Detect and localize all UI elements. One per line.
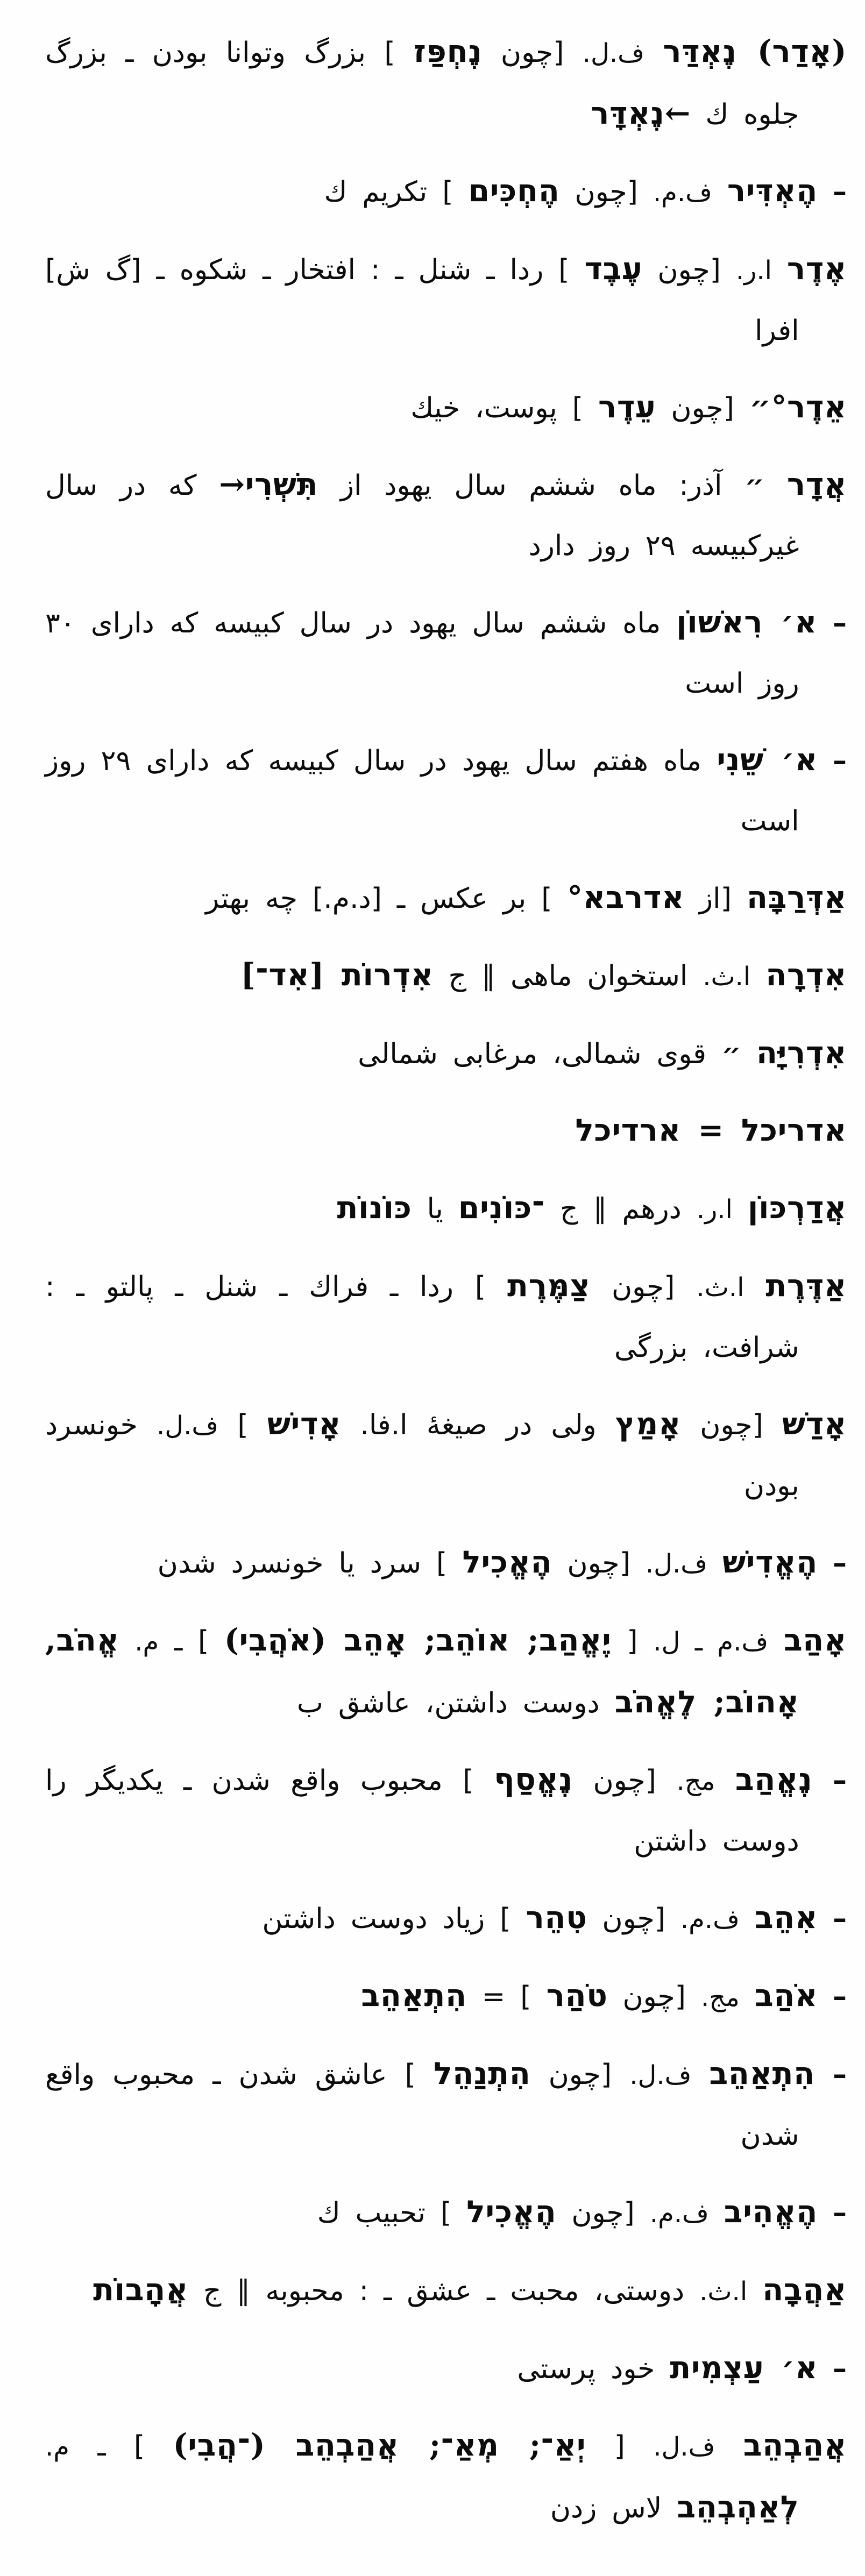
dictionary-entry <box>45 22 847 145</box>
entry-mark: ״ <box>745 469 765 502</box>
hebrew-form: טִהֵר <box>526 1899 587 1935</box>
persian-definition: درهم ∥ ج <box>560 1193 682 1225</box>
dictionary-entry <box>45 945 847 1007</box>
persian-definition: [ <box>627 1625 638 1657</box>
persian-definition: لاس زدن <box>550 2492 662 2524</box>
dictionary-subentry <box>45 2182 847 2244</box>
dictionary-subentry <box>45 2338 847 2399</box>
dictionary-subentry <box>45 730 847 851</box>
persian-definition: [چون <box>548 2059 612 2091</box>
entry-mark: ״ <box>721 1037 741 1070</box>
persian-definition: [چون <box>671 392 734 424</box>
dictionary-entry <box>45 2260 847 2322</box>
persian-definition: بر عكس ـ [د.م.] چه بهتر <box>205 883 527 915</box>
dictionary-subentry <box>45 592 847 714</box>
hebrew-form: לְאַהְבְהֵב <box>677 2489 799 2525</box>
entry-headword: אִהֵב <box>754 1899 818 1935</box>
grammar-tag: ا.ث. <box>696 1272 745 1303</box>
hebrew-form: אָמַץ <box>615 1406 682 1442</box>
grammar-tag: ف.ل. <box>645 1549 707 1579</box>
entry-headword: אֲדָר <box>786 466 847 502</box>
persian-definition: [چون <box>500 37 564 69</box>
dictionary-entry <box>45 1178 847 1240</box>
persian-definition: ردا ـ فراك ـ شنل ـ پالتو ـ : شرافت، بزرگى <box>45 1271 799 1364</box>
persian-definition: [چون <box>571 2197 635 2229</box>
subentry-dash: – <box>833 2197 847 2229</box>
entry-headword: אַדֶּרֶת <box>765 1268 847 1304</box>
dictionary-entry <box>45 867 847 929</box>
persian-definition: سرد يا خونسرد شدن <box>157 1547 422 1579</box>
dictionary-subentry <box>45 1532 847 1594</box>
persian-definition: عاشق شدن ـ محبوب واقع شدن <box>45 2059 799 2152</box>
persian-definition: زياد دوست داشتن <box>262 1903 485 1935</box>
entry-headword: אִדְרָה <box>765 957 847 993</box>
hebrew-form: עֶבֶד <box>584 251 643 287</box>
subentry-dash: – <box>832 745 847 777</box>
persian-definition: ] ـ <box>174 1625 209 1657</box>
persian-definition: خونسرد بودن <box>45 1409 799 1502</box>
persian-definition: ] <box>541 883 552 915</box>
entry-headword: אִדְרִיָּה <box>756 1035 847 1071</box>
hebrew-form: ־כּוֹנִים <box>458 1190 545 1226</box>
entry-headword: (אָדַר) נֶאְדַּר <box>663 33 847 69</box>
persian-definition: ماه هفتم سال يهود در سال كبيسه كه داراى ٢٩ روز است <box>45 745 799 837</box>
dictionary-entry <box>45 1100 847 1162</box>
hebrew-form: אֲהָבוֹת <box>93 2272 188 2308</box>
persian-definition: قوى شمالى، مرغابى شمالى <box>358 1038 706 1070</box>
hebrew-form: יֶאֱהַב; אוֹהֵב; אָהֵב (אֹהֲבִי) <box>224 1622 612 1658</box>
persian-definition: ] <box>558 254 570 286</box>
dictionary-entry <box>45 239 847 361</box>
persian-definition: [چون <box>657 254 721 286</box>
persian-definition: [چون <box>575 176 638 208</box>
persian-definition: [چون <box>622 1981 686 2013</box>
persian-definition: ] ـ <box>97 2430 145 2463</box>
persian-definition: [چون <box>567 1547 630 1579</box>
dictionary-entry <box>45 1023 847 1084</box>
grammar-tag: ا.ر. <box>735 255 772 286</box>
entry-headword: אָהַב <box>783 1622 847 1658</box>
persian-definition: آذر: ماه ششم سال يهود از <box>340 469 722 502</box>
dictionary-entry <box>45 454 847 576</box>
hebrew-form: כּוֹנוֹת <box>337 1190 412 1226</box>
persian-definition: ] = <box>481 1981 531 2013</box>
entry-headword: נֶאֱהַב <box>735 1761 813 1797</box>
persian-definition: تحبيب ك <box>317 2197 426 2229</box>
persian-definition: ] <box>436 1547 448 1579</box>
entry-headword: אַדְּרַבָּה <box>746 879 847 915</box>
dictionary-entries <box>45 22 847 2538</box>
hebrew-form: אֱהֹב, אָהוֹב; לֶאֱהֹב <box>45 1622 799 1720</box>
entry-headword: א׳ עַצְמִית <box>670 2350 818 2386</box>
hebrew-form: הִתְנַהֵל <box>434 2055 531 2091</box>
grammar-tag: مج. <box>676 1766 715 1796</box>
persian-definition: يا <box>427 1193 443 1225</box>
dictionary-subentry <box>45 1966 847 2027</box>
persian-definition: دوست داشتن، عاشق ب <box>296 1687 600 1719</box>
persian-definition: ماه ششم سال يهود در سال كبيسه كه داراى ٣٠ روز است <box>45 607 799 700</box>
dictionary-subentry <box>45 1749 847 1871</box>
hebrew-form: אָדִישׁ <box>267 1406 342 1442</box>
subentry-dash: – <box>833 1981 847 2013</box>
entry-headword: אֲדַרְכּוֹן <box>747 1190 847 1226</box>
dictionary-subentry <box>45 1888 847 1949</box>
persian-definition: ] <box>237 1409 249 1441</box>
entry-headword: הֶאְדִּיר <box>727 173 818 209</box>
hebrew-form: צַמֶּרֶת <box>507 1268 591 1304</box>
entry-headword: הִתְאַהֵב <box>709 2055 815 2091</box>
persian-definition: كه در سال غيركبيسه ٢٩ روز دارد <box>45 469 799 562</box>
persian-definition: خود پرستى <box>517 2353 655 2385</box>
dictionary-subentry <box>45 161 847 223</box>
grammar-tag: ف.ل. <box>156 1411 219 1441</box>
grammar-tag: ف.م. <box>653 177 712 208</box>
entry-headword: אַהֲבָה <box>762 2272 847 2308</box>
persian-definition: ] <box>441 2197 452 2229</box>
hebrew-form: יְאַ־; מְאַ־; אֲהַבְהֵב (־הֲבִי) <box>173 2427 586 2463</box>
dictionary-entry <box>45 1610 847 1733</box>
dictionary-entry <box>45 1394 847 1516</box>
entry-headword: אֲהַבְהֵב <box>743 2427 847 2463</box>
entry-headword: א׳ שֵׁנִי <box>717 742 818 778</box>
entry-headword: אֶדֶר <box>786 251 847 287</box>
persian-definition: ] <box>384 37 395 69</box>
grammar-tag: ف.ل. <box>629 2060 692 2090</box>
grammar-tag: ف.م. <box>680 1904 740 1934</box>
entry-headword: הֶאֱהִיב <box>724 2194 818 2230</box>
entry-headword: אֵדֶר°״ <box>749 389 847 425</box>
grammar-tag: ف.م. <box>649 2198 709 2229</box>
subentry-dash: – <box>832 2059 847 2091</box>
persian-definition: [چون <box>611 1271 675 1303</box>
persian-definition: [از <box>699 883 732 915</box>
persian-definition: ] <box>500 1903 511 1935</box>
persian-definition: ردا ـ شنل ـ : افتخار ـ شكوه ـ [گ ش] افرا <box>45 254 799 347</box>
dictionary-subentry <box>45 2044 847 2166</box>
hebrew-form: תִּשְׁרִי→ <box>219 466 318 502</box>
persian-definition: ] <box>405 2059 416 2091</box>
grammar-tag: ف.م ـ ل. <box>653 1627 769 1657</box>
persian-definition: پوست، خيك <box>410 392 557 424</box>
grammar-tag: ا.ث. <box>699 2276 748 2307</box>
subentry-dash: – <box>833 1547 847 1579</box>
persian-definition: ] <box>572 392 583 424</box>
subentry-dash: – <box>833 176 847 208</box>
grammar-tag: م. <box>45 2432 69 2462</box>
persian-definition: ] <box>442 176 453 208</box>
persian-definition: [ <box>614 2430 625 2463</box>
persian-definition: ] <box>463 1764 474 1797</box>
hebrew-form: נֶחְפַּז <box>414 33 483 69</box>
dictionary-entry <box>45 2415 847 2538</box>
persian-definition: ] <box>474 1271 486 1303</box>
grammar-tag: ا.ر. <box>696 1194 733 1225</box>
grammar-tag: ف.ل. <box>582 38 644 68</box>
persian-definition: [چون <box>700 1409 763 1441</box>
hebrew-form: הֶאֱכִיל <box>466 2194 557 2230</box>
hebrew-form: הֶחְכִּים <box>468 173 560 209</box>
hebrew-form: נֶאֱסַף <box>494 1761 573 1797</box>
hebrew-form: עֵדֶר <box>598 389 656 425</box>
persian-definition: ولى در صيغهٔ ا.فا. <box>360 1409 597 1441</box>
persian-definition: [چون <box>593 1764 656 1797</box>
grammar-tag: مج. <box>700 1982 740 2012</box>
entry-headword: א׳ רִאשׁוֹן <box>676 604 817 640</box>
hebrew-form: אִדְרוֹת [אִד־] <box>240 957 434 993</box>
persian-definition: دوستى، محبت ـ عشق ـ : محبوبه ∥ ج <box>203 2275 685 2307</box>
entry-headword: אֹהַב <box>754 1977 818 2013</box>
persian-definition: تكريم ك <box>324 176 428 208</box>
grammar-tag: م. <box>134 1627 159 1657</box>
dictionary-entry <box>45 377 847 438</box>
cross-reference: הִתְאַהֵב <box>361 1977 467 2013</box>
cross-reference: ←נֶאְדָּר <box>591 95 691 131</box>
entry-headword: הֶאֱדִישׁ <box>722 1544 818 1580</box>
hebrew-form: אדרבא° <box>567 879 685 915</box>
grammar-tag: ا.ث. <box>703 962 751 992</box>
entry-headword: אדריכל = ארדיכל <box>575 1112 847 1148</box>
subentry-dash: – <box>833 1903 847 1935</box>
persian-definition: [چون <box>602 1903 665 1935</box>
subentry-dash: – <box>832 607 847 639</box>
hebrew-form: הֶאֱכִיל <box>462 1544 552 1580</box>
dictionary-entry <box>45 1256 847 1378</box>
persian-definition: استخوان ماهى ∥ ج <box>448 960 688 992</box>
subentry-dash: – <box>832 1764 847 1797</box>
grammar-tag: ف.ل. <box>653 2432 715 2462</box>
hebrew-form: טֹהַר <box>546 1977 608 2013</box>
subentry-dash: – <box>833 2353 847 2385</box>
persian-definition: بزرگ وتوانا بودن ـ بزرگ جلوه ك <box>45 37 799 131</box>
entry-headword: אָדַשׁ <box>782 1406 847 1442</box>
persian-definition: محبوب واقع شدن ـ يكديگر را دوست داشتن <box>45 1764 799 1858</box>
